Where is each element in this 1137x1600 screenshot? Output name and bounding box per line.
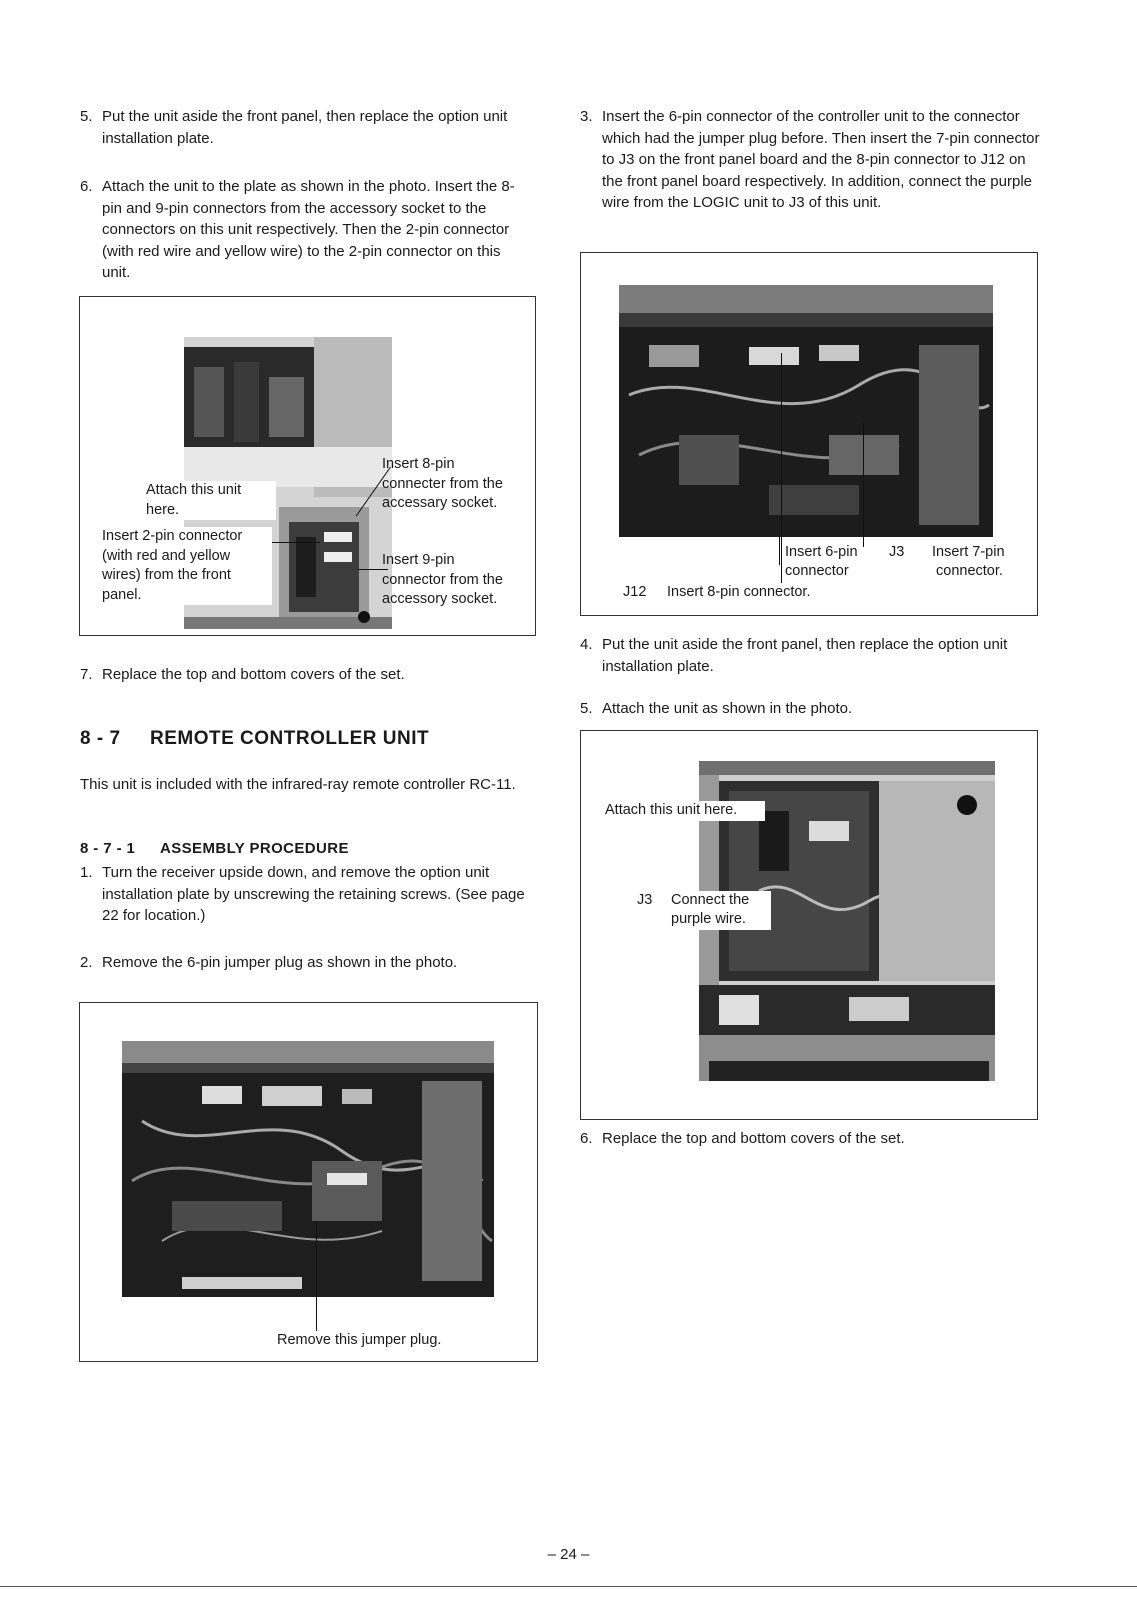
step-3-right [580, 106, 1040, 214]
step-number: 2. [80, 954, 93, 971]
j3-label: J3 [637, 892, 653, 908]
step-number: 4. [580, 636, 593, 653]
remove-jumper-caption: Remove this jumper plug. [277, 1332, 442, 1348]
step-text: Replace the top and bottom covers of the set. [602, 1130, 905, 1147]
step-6-left [80, 176, 530, 284]
step-4-right [580, 634, 1040, 677]
insert-6pin-label-1: Insert 6-pin [785, 544, 858, 560]
step-text: Put the unit aside the front panel, then replace the option unit installation plate. [102, 108, 508, 147]
step-text: Attach the unit as shown in the photo. [602, 700, 853, 717]
section-number: 8 - 7 [80, 728, 121, 749]
connect-purple-label-1: Connect the [671, 891, 771, 911]
step-number: 6. [580, 1130, 593, 1147]
leader-line [270, 542, 320, 543]
attach-unit-label: Attach this unit here. [605, 801, 765, 821]
step-text: Attach the unit to the plate as shown in the photo. Insert the 8-pin and 9-pin connectors from the accessory socket to the connectors on this unit respectively. Then the 2-pin connector (with red wire and yellow wire) to the 2-pin connector on this unit. [102, 178, 515, 281]
photo-jumper-plug [122, 1041, 494, 1297]
page-number: – 24 – [547, 1546, 590, 1563]
step-text: Replace the top and bottom covers of the set. [102, 666, 405, 683]
step-5-left [80, 106, 530, 149]
j12-label: J12 [623, 584, 647, 600]
step-5-right [580, 698, 1040, 720]
j3-label: J3 [889, 544, 905, 560]
insert-7pin-label-2: connector. [936, 563, 1003, 579]
subsection-title: ASSEMBLY PROCEDURE [160, 840, 349, 857]
step-6-right [580, 1128, 1040, 1150]
leader-line [781, 353, 782, 583]
step-number: 6. [80, 178, 93, 195]
photo-frame-4 [580, 730, 1038, 1120]
photo-frame-2 [79, 1002, 538, 1362]
leader-line [863, 423, 864, 547]
insert-8pin-label: Insert 8-pin connector. [667, 584, 811, 600]
step-text: Insert the 6-pin connector of the controller unit to the connector which had the jumper plug before. Then insert the 7-pin connector to J3 on the front panel board and the 8-pin connector to J12 on the front panel board respectively. In addition, connect the purple wire from the LOGIC unit to J3 of this unit. [602, 108, 1040, 211]
insert-6pin-label-2: connector [785, 563, 849, 579]
insert-9pin-label: Insert 9-pin connector from the accessory socket. [382, 552, 503, 607]
insert-7pin-label-1: Insert 7-pin [932, 544, 1005, 560]
insert-8pin-label: Insert 8-pin connecter from the accessary socket. [382, 456, 503, 511]
step-number: 5. [580, 700, 593, 717]
section-title: REMOTE CONTROLLER UNIT [150, 728, 430, 749]
subsection-number: 8 - 7 - 1 [80, 840, 136, 857]
connect-purple-label-2: purple wire. [671, 910, 771, 930]
step-text: Remove the 6-pin jumper plug as shown in the photo. [102, 954, 458, 971]
photo-controller-connectors [619, 285, 993, 537]
step-text: Put the unit aside the front panel, then replace the option unit installation plate. [602, 636, 1008, 675]
step-number: 1. [80, 864, 93, 881]
step-number: 7. [80, 666, 93, 683]
section-intro: This unit is included with the infrared-ray remote controller RC-11. [80, 776, 516, 793]
leader-line [316, 1223, 317, 1331]
substep-1 [80, 862, 545, 927]
leader-line [779, 537, 780, 565]
footer-rule [0, 1586, 1137, 1587]
photo-frame-1 [79, 296, 536, 636]
step-number: 3. [580, 108, 593, 125]
photo-frame-3 [580, 252, 1038, 616]
step-number: 5. [80, 108, 93, 125]
section-heading [80, 728, 429, 750]
substep-2 [80, 952, 545, 974]
insert-2pin-label: Insert 2-pin connector (with red and yellow wires) from the front panel. [102, 527, 272, 605]
attach-unit-label: Attach this unit here. [146, 481, 276, 520]
step-7-left [80, 664, 530, 686]
subsection-heading [80, 840, 349, 857]
step-text: Turn the receiver upside down, and remove the option unit installation plate by unscrewing the retaining screws. (See page 22 for location.) [102, 864, 525, 924]
